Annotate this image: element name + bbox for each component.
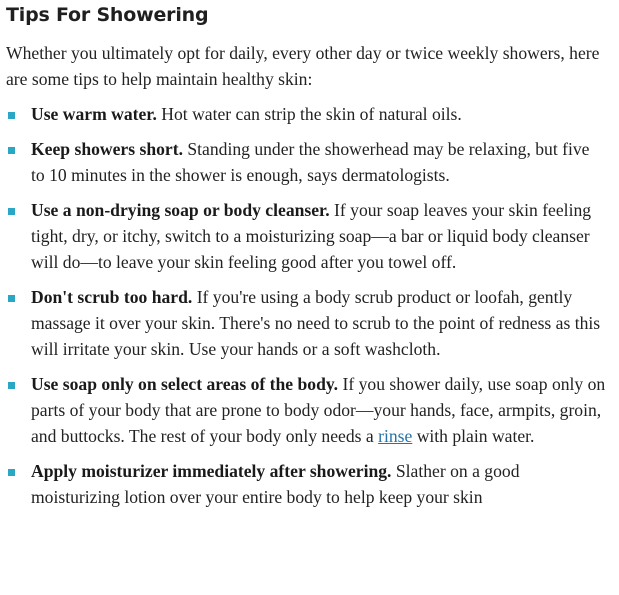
tip-text: If you're using a body scrub product or loofah, gently massage it over your skin. There's no need to scrub to the point of redness as this will irritate your skin. Use your hands or a soft washcloth. bbox=[31, 287, 601, 359]
list-item bbox=[6, 197, 606, 275]
square-bullet-icon bbox=[8, 382, 15, 389]
section-heading: Tips For Showering bbox=[6, 4, 209, 26]
list-item bbox=[6, 284, 606, 362]
tips-list bbox=[6, 101, 606, 510]
tip-lead: Apply moisturizer immediately after showering. bbox=[31, 461, 392, 481]
square-bullet-icon bbox=[8, 208, 15, 215]
square-bullet-icon bbox=[8, 469, 15, 476]
square-bullet-icon bbox=[8, 112, 15, 119]
tip-text: Slather on a good moisturizing lotion over your entire body to help keep your skin bbox=[31, 461, 520, 507]
tip-lead: Use a non-drying soap or body cleanser. bbox=[31, 200, 330, 220]
tip-text-after-link: with plain water. bbox=[412, 426, 535, 446]
intro-paragraph: Whether you ultimately opt for daily, every other day or twice weekly showers, here are some tips to help maintain healthy skin: bbox=[6, 43, 600, 89]
list-item bbox=[6, 458, 606, 510]
list-item bbox=[6, 101, 606, 127]
tip-text: If you shower daily, use soap only on parts of your body that are prone to body odor—your hands, face, armpits, groin, and buttocks. The rest of your body only needs a bbox=[31, 374, 606, 446]
tip-lead: Use warm water. bbox=[31, 104, 157, 124]
tip-lead: Use soap only on select areas of the body. bbox=[31, 374, 339, 394]
tip-text: Standing under the showerhead may be relaxing, but five to 10 minutes in the shower is enough, says dermatologists. bbox=[31, 139, 590, 185]
article-section bbox=[6, 0, 606, 519]
square-bullet-icon bbox=[8, 147, 15, 154]
tip-lead: Don't scrub too hard. bbox=[31, 287, 193, 307]
square-bullet-icon bbox=[8, 295, 15, 302]
tip-text: Hot water can strip the skin of natural oils. bbox=[156, 104, 462, 124]
list-item bbox=[6, 136, 606, 188]
tip-lead: Keep showers short. bbox=[31, 139, 183, 159]
list-item bbox=[6, 371, 606, 449]
tip-text: If your soap leaves your skin feeling tight, dry, or itchy, switch to a moisturizing soap—a bar or liquid body cleanser will do—to leave your skin feeling good after you towel off. bbox=[31, 200, 592, 272]
rinse-link[interactable]: rinse bbox=[378, 426, 413, 446]
